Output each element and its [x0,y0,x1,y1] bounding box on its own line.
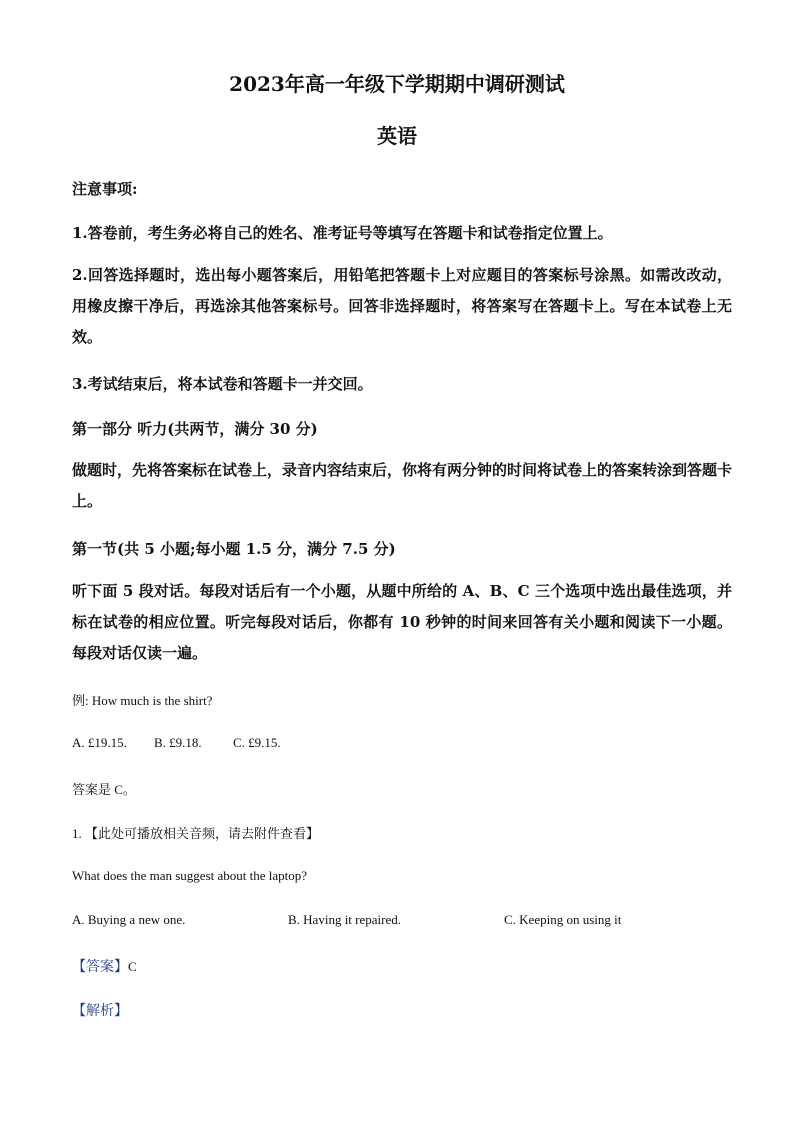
example-option-b: B. £9.18. [154,735,202,750]
example-answer: 答案是 C。 [72,782,136,797]
answer-value: C [128,959,137,974]
q1-analysis [72,1000,728,1020]
q1-question: What does the man suggest about the laptop? [72,868,308,883]
part1-instructions: 做题时，先将答案标在试卷上，录音内容结束后，你将有两分钟的时间将试卷上的答案转涂到答题卡上。 [72,461,733,510]
example-option-a: A. £19.15. [72,735,127,750]
notice-item-2: 2.回答选择题时，选出每小题答案后，用铅笔把答题卡上对应题目的答案标号涂黑。如需改改动，用橡皮擦干净后，再选涂其他答案标号。回答非选择题时，将答案写在答题卡上。写在本试卷上无效。 [72,266,732,346]
q1-answer [72,956,728,976]
section1-instructions: 听下面 5 段对话。每段对话后有一个小题，从题中所给的 A、B、C 三个选项中选出最佳选项，并标在试卷的相应位置。听完每段对话后，你都有 10 秒钟的时间来回答有关小题和阅读下一小题。每段对话仅读一遍。 [72,582,732,662]
answer-label: 【答案】 [72,959,128,975]
notice-heading: 注意事项: [72,180,138,198]
q1-options [72,912,732,928]
section1-heading: 第一节(共 5 小题;每小题 1.5 分，满分 7.5 分) [72,540,396,558]
subject-title: 英语 [377,124,417,148]
q1-audio-note: 1. 【此处可播放相关音频，请去附件查看】 [72,826,320,841]
exam-title: 2023年高一年级下学期期中调研测试 [229,72,565,96]
notice-item-1: 1.答卷前，考生务必将自己的姓名、准考证号等填写在答题卡和试卷指定位置上。 [72,224,613,242]
analysis-label: 【解析】 [72,1003,128,1019]
example-question: 例: How much is the shirt? [72,693,213,708]
q1-option-a: A. Buying a new one. [72,912,186,927]
example-option-c: C. £9.15. [233,735,281,750]
q1-option-c: C. Keeping on using it [504,912,622,927]
notice-item-3: 3.考试结束后，将本试卷和答题卡一并交回。 [72,375,373,393]
q1-option-b: B. Having it repaired. [288,912,401,927]
example-options [72,735,732,751]
part1-heading: 第一部分 听力(共两节，满分 30 分) [72,420,318,438]
